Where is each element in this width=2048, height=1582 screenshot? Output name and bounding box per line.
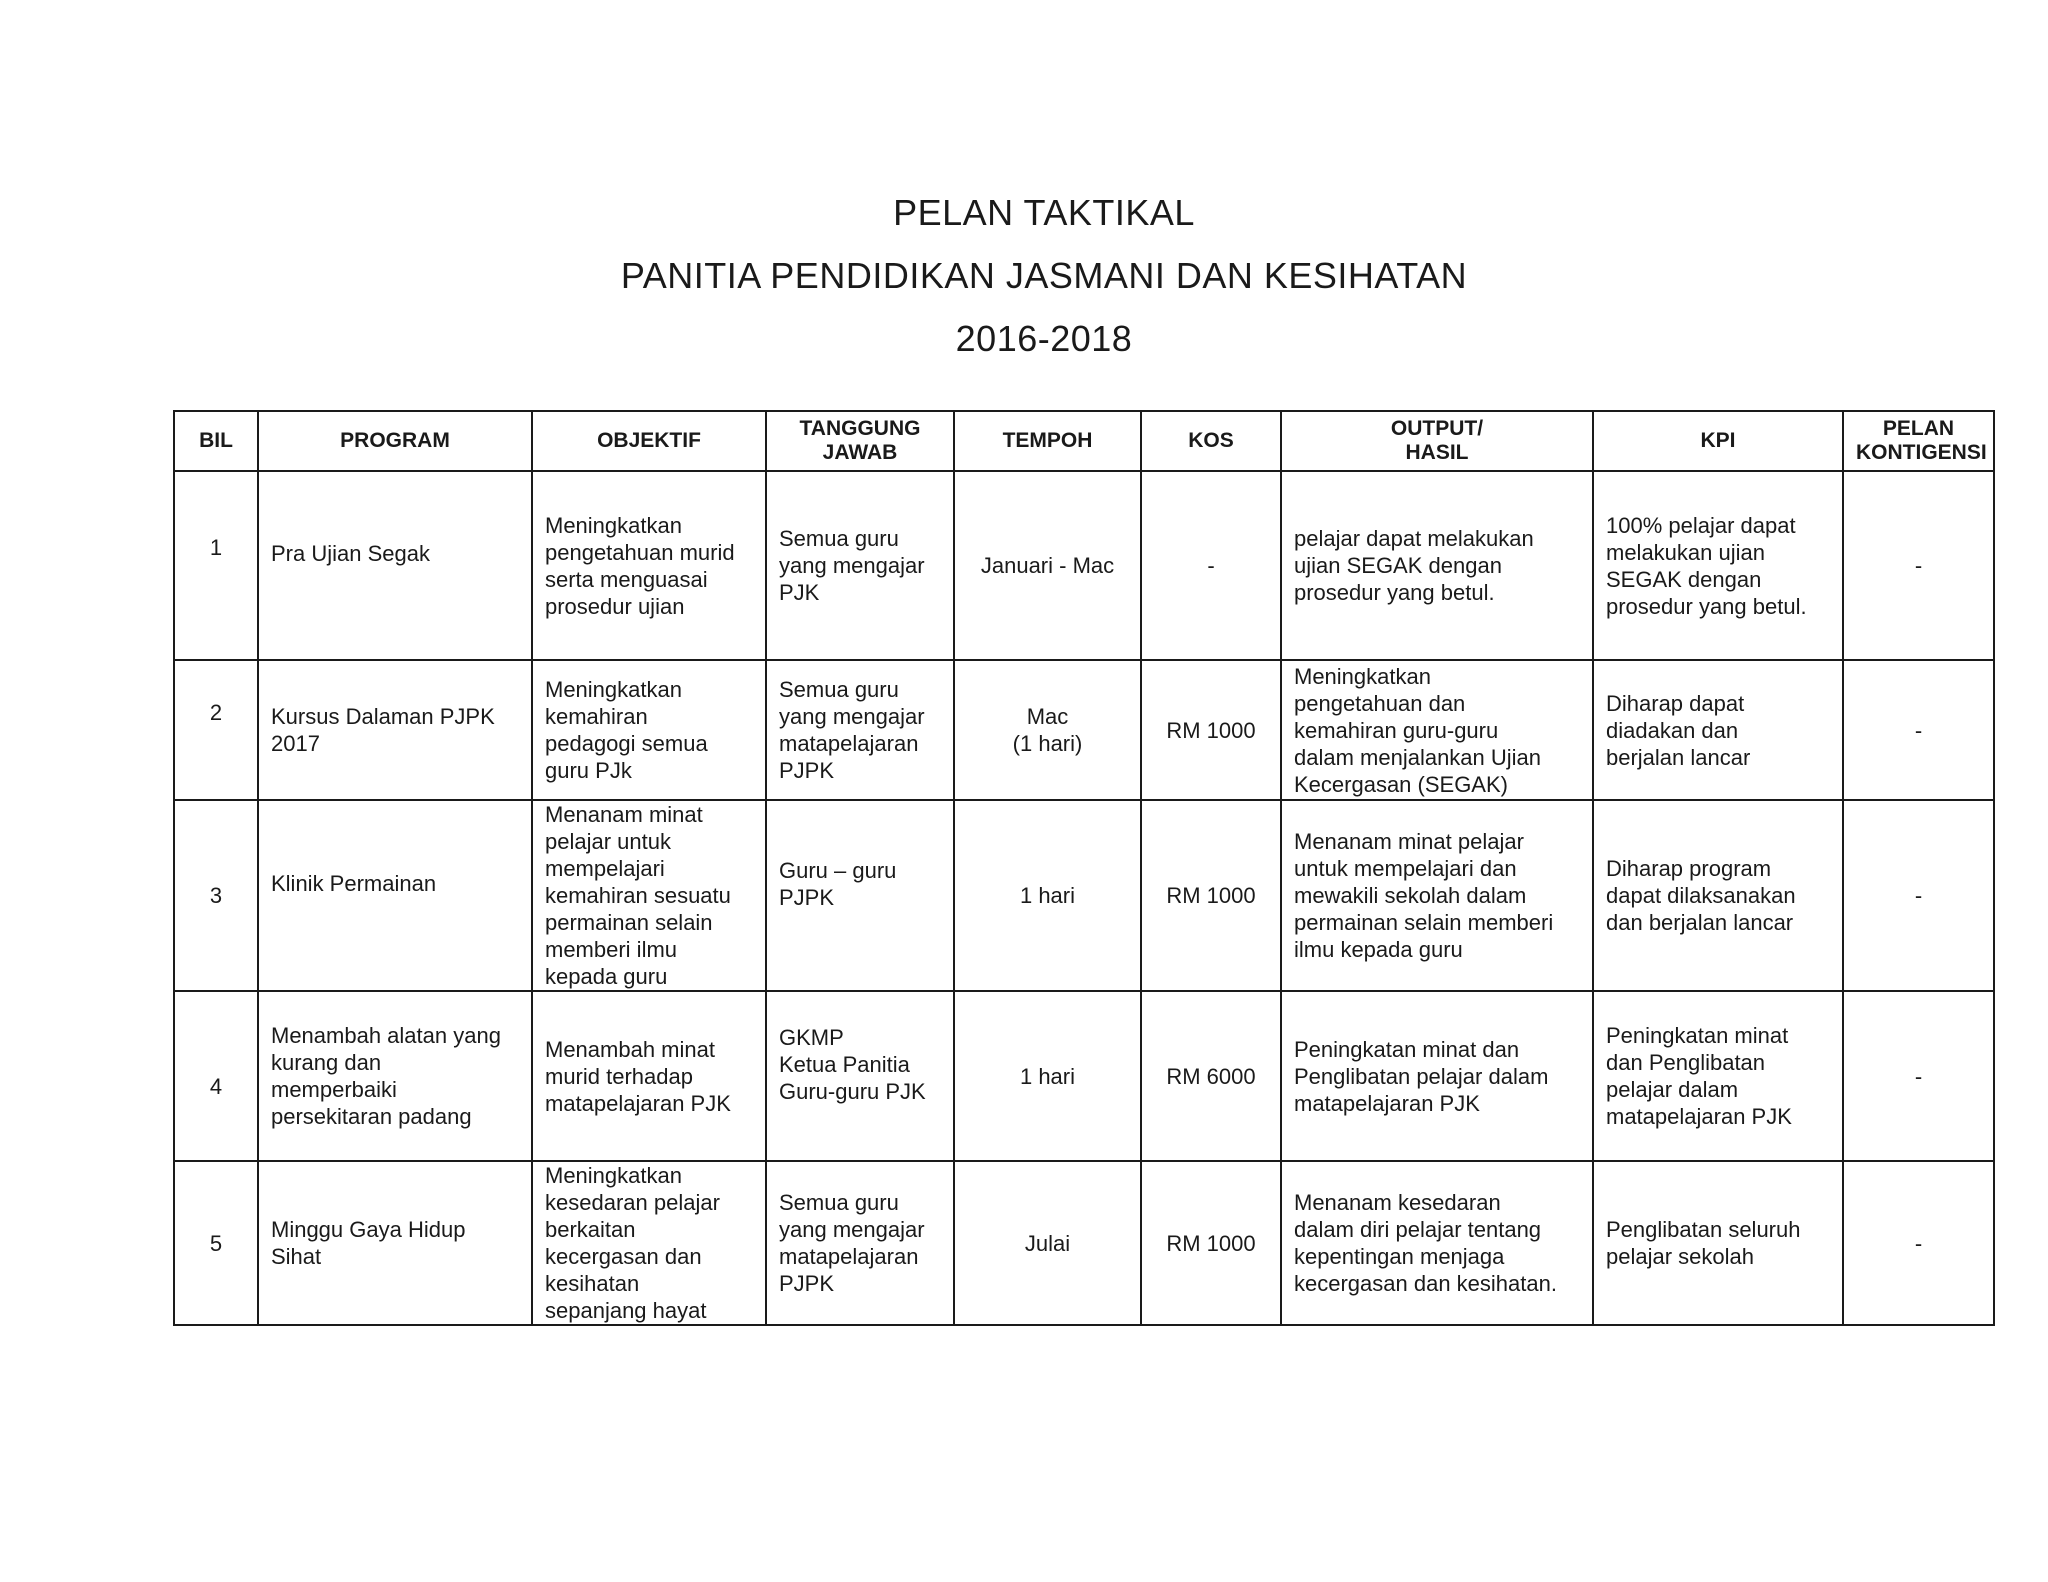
cell-bil <box>174 660 258 800</box>
cell-tempoh: Januari - Mac <box>954 471 1141 660</box>
cell-kpi: Diharap program dapat dilaksanakan dan berjalan lancar <box>1593 800 1843 991</box>
table-row <box>174 471 1994 660</box>
cell-tanggung-jawab-text: GKMP Ketua Panitia Guru-guru PJK <box>779 1024 926 1104</box>
cell-kos: RM 1000 <box>1141 1161 1281 1325</box>
cell-tempoh: Julai <box>954 1161 1141 1325</box>
cell-kpi: 100% pelajar dapat melakukan ujian SEGAK dengan prosedur yang betul. <box>1593 471 1843 660</box>
document-title-line-1: PELAN TAKTIKAL <box>893 192 1195 233</box>
cell-pelan: - <box>1843 1161 1994 1325</box>
cell-objektif: Meningkatkan kesedaran pelajar berkaitan kecergasan dan kesihatan sepanjang hayat <box>532 1161 766 1325</box>
cell-program <box>258 800 532 991</box>
cell-program-text: Pra Ujian Segak <box>271 541 430 566</box>
cell-kpi: Peningkatan minat dan Penglibatan pelajar dalam matapelajaran PJK <box>1593 991 1843 1161</box>
cell-output: Menanam kesedaran dalam diri pelajar tentang kepentingan menjaga kecergasan dan kesihatan. <box>1281 1161 1593 1325</box>
cell-tanggung-jawab: Semua guru yang mengajar matapelajaran PJPK <box>766 1161 954 1325</box>
cell-kos: RM 1000 <box>1141 660 1281 800</box>
header-tanggung-jawab: TANGGUNG JAWAB <box>766 411 954 471</box>
header-kpi: KPI <box>1593 411 1843 471</box>
cell-output: Peningkatan minat dan Penglibatan pelajar dalam matapelajaran PJK <box>1281 991 1593 1161</box>
cell-objektif: Meningkatkan kemahiran pedagogi semua guru PJk <box>532 660 766 800</box>
cell-tanggung-jawab: Semua guru yang mengajar matapelajaran PJPK <box>766 660 954 800</box>
tactical-plan-table <box>173 410 1995 1326</box>
cell-pelan: - <box>1843 991 1994 1161</box>
cell-kpi: Penglibatan seluruh pelajar sekolah <box>1593 1161 1843 1325</box>
header-program: PROGRAM <box>258 411 532 471</box>
header-bil: BIL <box>174 411 258 471</box>
cell-kos: - <box>1141 471 1281 660</box>
cell-bil <box>174 471 258 660</box>
cell-pelan: - <box>1843 471 1994 660</box>
cell-program: Menambah alatan yang kurang dan memperbaiki persekitaran padang <box>258 991 532 1161</box>
cell-program: Minggu Gaya Hidup Sihat <box>258 1161 532 1325</box>
table-row <box>174 991 1994 1161</box>
table-row <box>174 660 1994 800</box>
cell-kpi: Diharap dapat diadakan dan berjalan lancar <box>1593 660 1843 800</box>
header-output-hasil: OUTPUT/ HASIL <box>1281 411 1593 471</box>
header-pelan-kontigensi: PELAN KONTIGENSI <box>1843 411 1994 471</box>
table-header-row <box>174 411 1994 471</box>
cell-output: Menanam minat pelajar untuk mempelajari dan mewakili sekolah dalam permainan selain memberi ilmu kepada guru <box>1281 800 1593 991</box>
header-objektif: OBJEKTIF <box>532 411 766 471</box>
cell-objektif: Menambah minat murid terhadap matapelajaran PJK <box>532 991 766 1161</box>
cell-bil <box>174 991 258 1161</box>
cell-tempoh: 1 hari <box>954 991 1141 1161</box>
cell-output: Meningkatkan pengetahuan dan kemahiran guru-guru dalam menjalankan Ujian Kecergasan (SEGAK) <box>1281 660 1593 800</box>
table-row <box>174 800 1994 991</box>
cell-tempoh: 1 hari <box>954 800 1141 991</box>
document-title-year: 2016-2018 <box>955 318 1133 359</box>
document-title-line-2: PANITIA PENDIDIKAN JASMANI DAN KESIHATAN <box>620 255 1468 296</box>
cell-tanggung-jawab <box>766 800 954 991</box>
cell-bil: 5 <box>174 1161 258 1325</box>
cell-tempoh: Mac (1 hari) <box>954 660 1141 800</box>
cell-tanggung-jawab <box>766 991 954 1161</box>
cell-program-text: Klinik Permainan <box>271 871 437 896</box>
header-tempoh: TEMPOH <box>954 411 1141 471</box>
cell-tanggung-jawab-text: Guru – guru PJPK <box>779 857 897 910</box>
cell-bil-text: 1 <box>209 535 223 560</box>
table-row <box>174 1161 1994 1325</box>
cell-objektif: Meningkatkan pengetahuan murid serta menguasai prosedur ujian <box>532 471 766 660</box>
header-kos: KOS <box>1141 411 1281 471</box>
cell-kos: RM 6000 <box>1141 991 1281 1161</box>
cell-program <box>258 471 532 660</box>
cell-bil-text: 4 <box>209 1073 223 1099</box>
cell-program: Kursus Dalaman PJPK 2017 <box>258 660 532 800</box>
cell-pelan: - <box>1843 800 1994 991</box>
cell-kos: RM 1000 <box>1141 800 1281 991</box>
cell-tanggung-jawab: Semua guru yang mengajar PJK <box>766 471 954 660</box>
cell-objektif: Menanam minat pelajar untuk mempelajari kemahiran sesuatu permainan selain memberi ilmu kepada guru <box>532 800 766 991</box>
cell-output: pelajar dapat melakukan ujian SEGAK dengan prosedur yang betul. <box>1281 471 1593 660</box>
cell-pelan: - <box>1843 660 1994 800</box>
cell-bil-text: 2 <box>209 699 223 725</box>
cell-bil: 3 <box>174 800 258 991</box>
